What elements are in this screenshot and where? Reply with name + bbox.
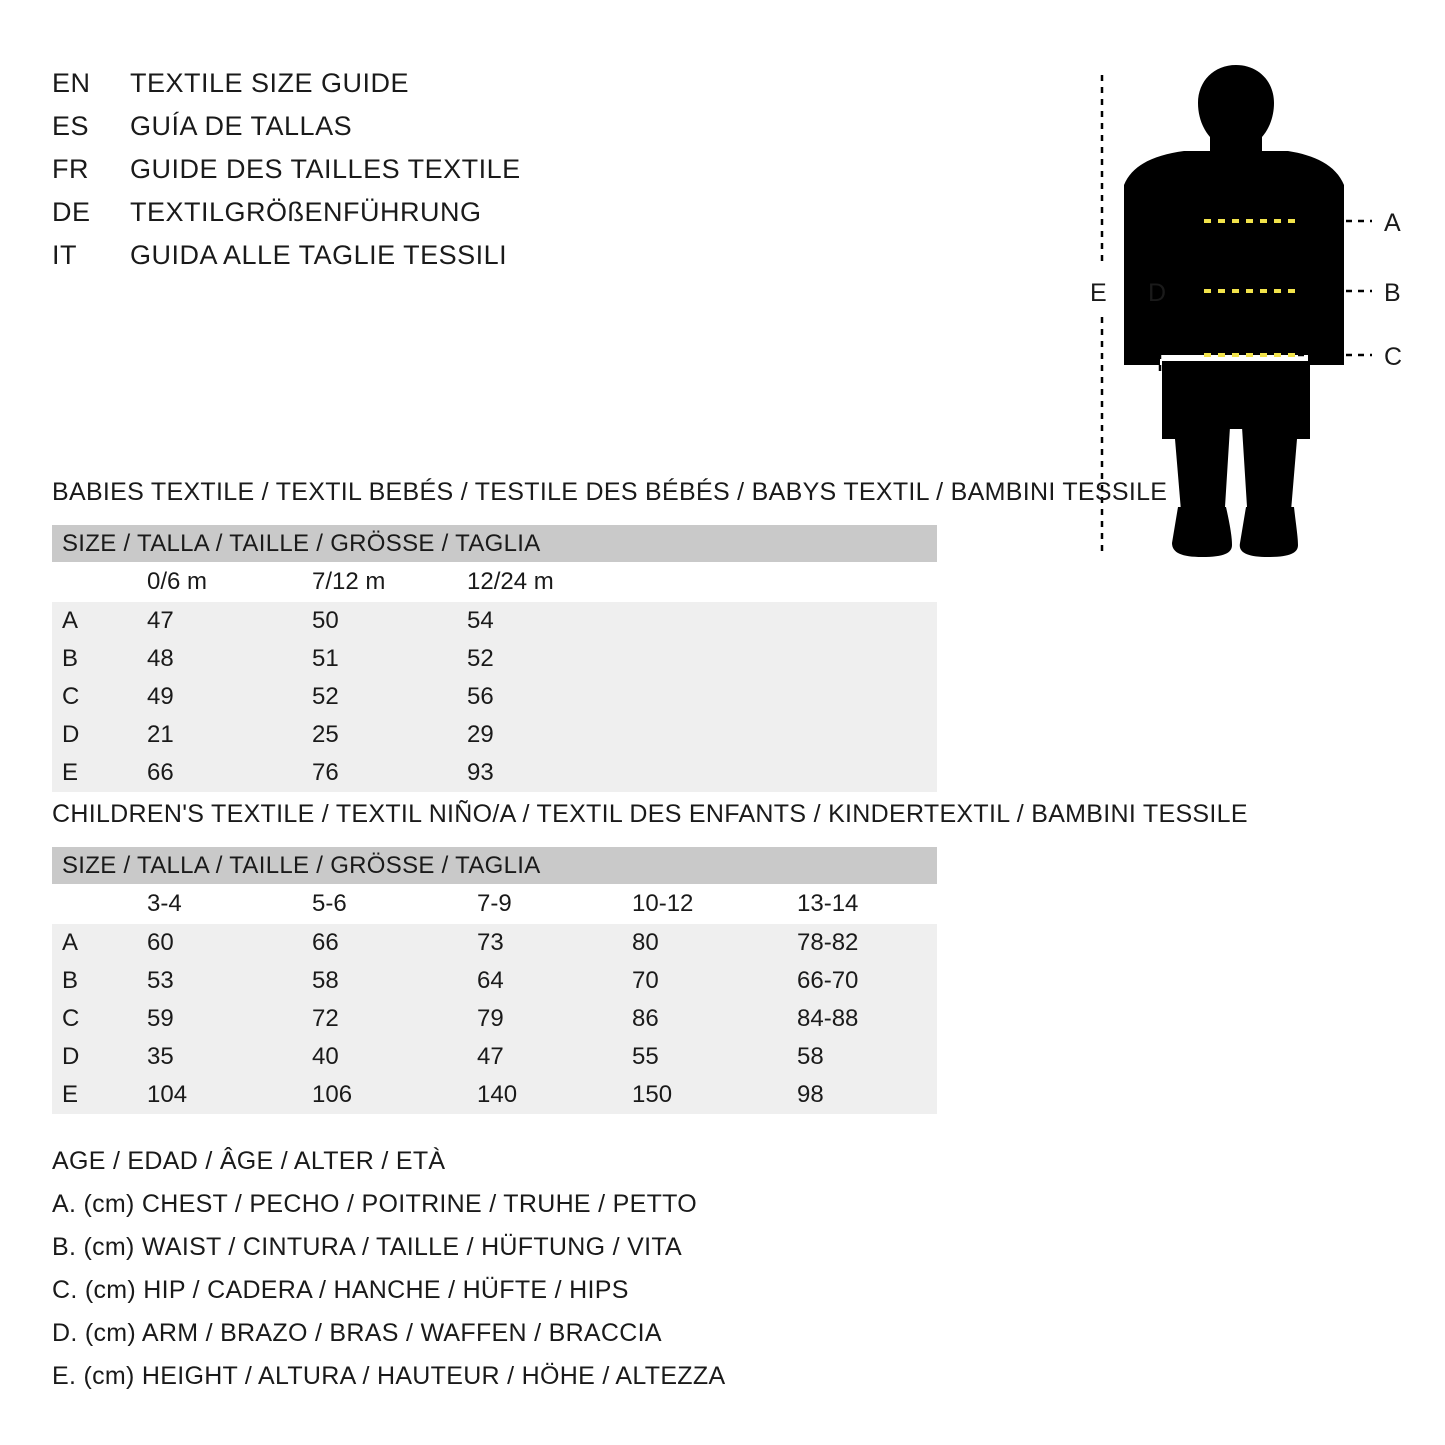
language-row-it [52, 240, 521, 283]
table-row [52, 716, 937, 754]
children-cell-b-0: 53 [137, 962, 302, 1000]
language-code-fr: FR [52, 154, 89, 184]
children-cell-c-2: 79 [467, 1000, 622, 1038]
table-row [52, 678, 937, 716]
language-title-block [52, 68, 521, 283]
children-row-label-c: C [52, 1000, 137, 1038]
language-code-it: IT [52, 240, 77, 270]
language-title-de: TEXTILGRÖßENFÜHRUNG [130, 197, 482, 227]
babies-size-table [52, 525, 937, 792]
legend-arm: D. (cm) ARM / BRAZO / BRAS / WAFFEN / BRACCIA [52, 1319, 662, 1347]
figure-label-a: A [1384, 209, 1401, 237]
children-cell-e-0: 104 [137, 1076, 302, 1114]
babies-cell-a-1: 50 [302, 602, 457, 640]
language-row-es [52, 111, 521, 154]
language-title-es: GUÍA DE TALLAS [130, 111, 353, 141]
children-cell-b-2: 64 [467, 962, 622, 1000]
children-size-col-0: 3-4 [137, 884, 302, 924]
children-size-col-2: 7-9 [467, 884, 622, 924]
language-title-it: GUIDA ALLE TAGLIE TESSILI [130, 240, 508, 270]
children-size-table [52, 847, 937, 1114]
babies-size-col-1: 7/12 m [302, 562, 457, 602]
children-table-header: SIZE / TALLA / TAILLE / GRÖSSE / TAGLIA [52, 847, 937, 884]
figure-label-d: D [1148, 279, 1167, 307]
figure-label-b: B [1384, 279, 1401, 307]
language-row-fr [52, 154, 521, 197]
table-row [52, 602, 937, 640]
children-cell-a-2: 73 [467, 924, 622, 962]
children-cell-b-3: 70 [622, 962, 787, 1000]
children-size-col-1: 5-6 [302, 884, 467, 924]
children-cell-a-0: 60 [137, 924, 302, 962]
children-cell-a-4: 78-82 [787, 924, 937, 962]
babies-cell-c-0: 49 [137, 678, 302, 716]
babies-section-title: BABIES TEXTILE / TEXTIL BEBÉS / TESTILE DES BÉBÉS / BABYS TEXTIL / BAMBINI TESSILE [52, 478, 1168, 506]
table-row [52, 754, 937, 792]
children-cell-e-4: 98 [787, 1076, 937, 1114]
children-cell-a-3: 80 [622, 924, 787, 962]
table-row [52, 962, 937, 1000]
children-cell-a-1: 66 [302, 924, 467, 962]
babies-table-header-row [52, 525, 937, 562]
babies-row-label-e: E [52, 754, 137, 792]
babies-cell-a-0: 47 [137, 602, 302, 640]
children-cell-e-1: 106 [302, 1076, 467, 1114]
language-title-fr: GUIDE DES TAILLES TEXTILE [130, 154, 521, 184]
children-size-columns-row [52, 884, 937, 924]
babies-corner-cell [52, 562, 137, 602]
table-row [52, 924, 937, 962]
children-size-col-3: 10-12 [622, 884, 787, 924]
babies-cell-c-1: 52 [302, 678, 457, 716]
children-row-label-a: A [52, 924, 137, 962]
legend-hip: C. (cm) HIP / CADERA / HANCHE / HÜFTE / HIPS [52, 1276, 629, 1304]
children-cell-d-3: 55 [622, 1038, 787, 1076]
babies-size-col-0: 0/6 m [137, 562, 302, 602]
babies-size-columns-row [52, 562, 937, 602]
legend-chest: A. (cm) CHEST / PECHO / POITRINE / TRUHE / PETTO [52, 1190, 698, 1218]
babies-cell-b-2: 52 [457, 640, 937, 678]
language-row-en [52, 68, 521, 111]
children-cell-b-1: 58 [302, 962, 467, 1000]
children-cell-e-2: 140 [467, 1076, 622, 1114]
children-cell-d-4: 58 [787, 1038, 937, 1076]
legend-height: E. (cm) HEIGHT / ALTURA / HAUTEUR / HÖHE / ALTEZZA [52, 1362, 726, 1390]
babies-cell-d-1: 25 [302, 716, 457, 754]
legend-waist: B. (cm) WAIST / CINTURA / TAILLE / HÜFTUNG / VITA [52, 1233, 683, 1261]
babies-row-label-a: A [52, 602, 137, 640]
language-row-de [52, 197, 521, 240]
babies-cell-d-2: 29 [457, 716, 937, 754]
children-cell-d-1: 40 [302, 1038, 467, 1076]
babies-size-col-2: 12/24 m [457, 562, 937, 602]
children-cell-e-3: 150 [622, 1076, 787, 1114]
babies-cell-c-2: 56 [457, 678, 937, 716]
babies-cell-d-0: 21 [137, 716, 302, 754]
children-table-header-row [52, 847, 937, 884]
babies-cell-b-0: 48 [137, 640, 302, 678]
children-cell-d-0: 35 [137, 1038, 302, 1076]
children-size-col-4: 13-14 [787, 884, 937, 924]
babies-row-label-d: D [52, 716, 137, 754]
babies-cell-e-2: 93 [457, 754, 937, 792]
babies-row-label-c: C [52, 678, 137, 716]
babies-cell-e-0: 66 [137, 754, 302, 792]
babies-row-label-b: B [52, 640, 137, 678]
table-row [52, 1076, 937, 1114]
measurement-legend [52, 1140, 725, 1398]
children-cell-c-0: 59 [137, 1000, 302, 1038]
children-row-label-b: B [52, 962, 137, 1000]
language-code-en: EN [52, 68, 91, 98]
table-row [52, 640, 937, 678]
babies-table-header: SIZE / TALLA / TAILLE / GRÖSSE / TAGLIA [52, 525, 937, 562]
language-code-de: DE [52, 197, 91, 227]
children-row-label-e: E [52, 1076, 137, 1114]
babies-cell-e-1: 76 [302, 754, 457, 792]
children-section [52, 800, 1248, 1114]
children-corner-cell [52, 884, 137, 924]
children-cell-c-1: 72 [302, 1000, 467, 1038]
legend-age: AGE / EDAD / ÂGE / ALTER / ETÀ [52, 1147, 446, 1175]
table-row [52, 1000, 937, 1038]
figure-label-c: C [1384, 343, 1403, 371]
babies-cell-a-2: 54 [457, 602, 937, 640]
babies-cell-b-1: 51 [302, 640, 457, 678]
figure-label-e: E [1090, 279, 1107, 307]
children-cell-c-4: 84-88 [787, 1000, 937, 1038]
children-cell-c-3: 86 [622, 1000, 787, 1038]
children-cell-b-4: 66-70 [787, 962, 937, 1000]
language-code-es: ES [52, 111, 90, 141]
children-cell-d-2: 47 [467, 1038, 622, 1076]
children-section-title: CHILDREN'S TEXTILE / TEXTIL NIÑO/A / TEXTIL DES ENFANTS / KINDERTEXTIL / BAMBINI TESSILE [52, 800, 1248, 828]
table-row [52, 1038, 937, 1076]
babies-section [52, 478, 1167, 792]
language-title-en: TEXTILE SIZE GUIDE [130, 68, 410, 98]
children-row-label-d: D [52, 1038, 137, 1076]
